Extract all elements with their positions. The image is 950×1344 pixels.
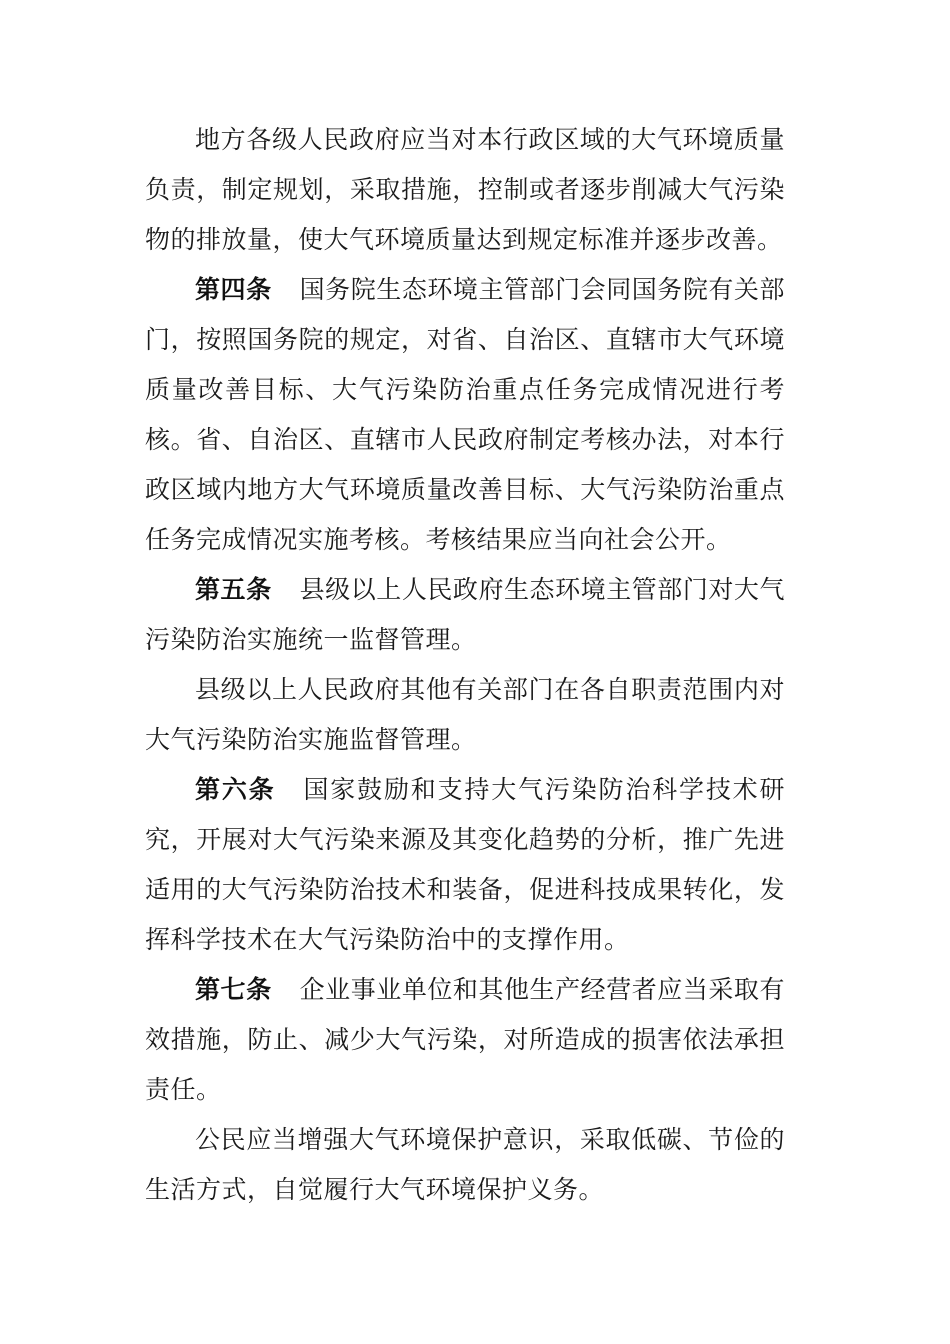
document-body	[145, 115, 785, 1215]
paragraph-article-7-clause-2	[145, 1115, 785, 1215]
article-number: 第五条	[195, 575, 272, 604]
paragraph-text: 地方各级人民政府应当对本行政区域的大气环境质量负责，制定规划，采取措施，控制或者逐步削减大气污染物的排放量，使大气环境质量达到规定标准并逐步改善。	[145, 125, 785, 254]
article-number: 第六条	[195, 775, 276, 804]
paragraph-text: 企业事业单位和其他生产经营者应当采取有效措施，防止、减少大气污染，对所造成的损害依法承担责任。	[145, 975, 785, 1104]
paragraph-article-5-clause-2	[145, 665, 785, 765]
article-number: 第四条	[195, 275, 272, 304]
paragraph-text: 国务院生态环境主管部门会同国务院有关部门，按照国务院的规定，对省、自治区、直辖市大气环境质量改善目标、大气污染防治重点任务完成情况进行考核。省、自治区、直辖市人民政府制定考核办法，对本行政区域内地方大气环境质量改善目标、大气污染防治重点任务完成情况实施考核。考核结果应当向社会公开。	[145, 275, 785, 554]
paragraph-article-6	[145, 765, 785, 965]
paragraph-text: 县级以上人民政府生态环境主管部门对大气污染防治实施统一监督管理。	[145, 575, 785, 654]
paragraph-article-5	[145, 565, 785, 665]
paragraph-article-4	[145, 265, 785, 565]
paragraph-article-7	[145, 965, 785, 1115]
article-number: 第七条	[195, 975, 272, 1004]
paragraph-text: 县级以上人民政府其他有关部门在各自职责范围内对大气污染防治实施监督管理。	[145, 675, 785, 754]
paragraph-1	[145, 115, 785, 265]
paragraph-text: 公民应当增强大气环境保护意识，采取低碳、节俭的生活方式，自觉履行大气环境保护义务。	[145, 1125, 785, 1204]
paragraph-text: 国家鼓励和支持大气污染防治科学技术研究，开展对大气污染来源及其变化趋势的分析，推广先进适用的大气污染防治技术和装备，促进科技成果转化，发挥科学技术在大气污染防治中的支撑作用。	[145, 775, 785, 954]
